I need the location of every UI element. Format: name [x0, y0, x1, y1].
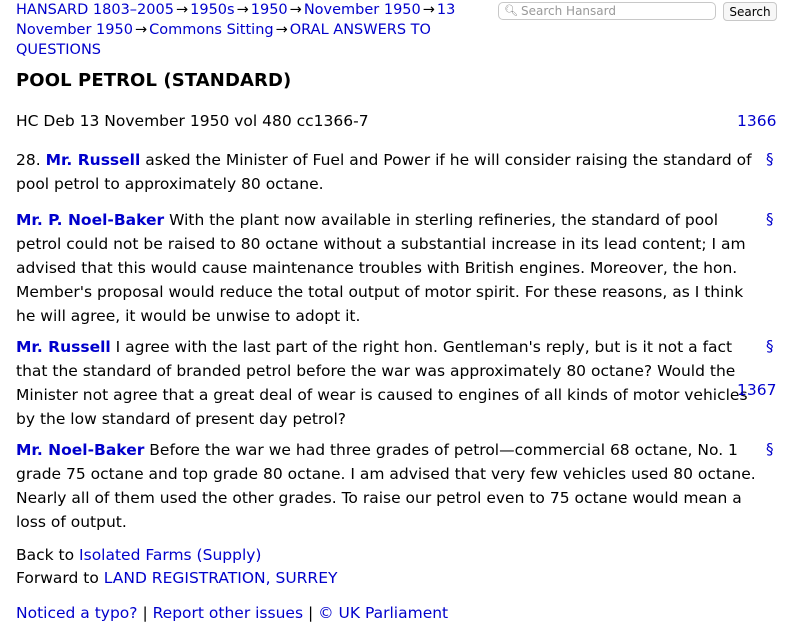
breadcrumb-day[interactable]: 13 November 1950 — [16, 2, 456, 38]
contribution-text: Before the war we had three grades of petrol—commercial 68 octane, No. 1 grade 75 octane and top grade 80 octane. I am advised that very few vehicles used 80 octane. Nearly all of them used the other grades. To raise our petrol even to 75 octane would mean a loss of output. — [16, 441, 756, 531]
breadcrumb-section[interactable]: ORAL ANSWERS TO QUESTIONS — [16, 22, 431, 58]
breadcrumb-month[interactable]: November 1950 — [303, 2, 421, 18]
speaker-link[interactable]: Mr. P. Noel-Baker — [16, 211, 165, 229]
report-issues-link[interactable]: Report other issues — [152, 604, 304, 622]
contribution — [16, 335, 761, 431]
section-link[interactable]: § — [766, 440, 774, 458]
speaker-link[interactable]: Mr. Russell — [45, 151, 141, 169]
footer-separator: | — [137, 604, 153, 622]
typo-link[interactable]: Noticed a typo? — [16, 604, 138, 622]
section-link[interactable]: § — [766, 150, 774, 168]
breadcrumb-separator: → — [275, 22, 288, 38]
breadcrumb-separator: → — [236, 2, 249, 18]
speaker-link[interactable]: Mr. Russell — [16, 338, 111, 356]
contribution-text: I agree with the last part of the right hon. Gentleman's reply, but is it not a fact that the standard of branded petrol before the war was approximately 80 octane? Would the Minister not agree that a great deal of wear is caused to engines of all kinds of motor vehicles by the low standard of present day petrol? — [16, 338, 748, 428]
breadcrumb — [16, 0, 466, 60]
contribution-text: With the plant now available in sterling refineries, the standard of pool petrol could not be raised to 80 octane without a substantial increase in its lead content; I am advised that this would cause maintenance troubles with British engines. Moreover, the hon. Member's proposal would reduce the total output of motor spirit. For these reasons, as I think he will agree, it would be unwise to adopt it. — [16, 211, 746, 325]
footer — [16, 604, 448, 622]
contribution — [16, 208, 761, 328]
contribution — [16, 148, 761, 196]
search-icon: 🔍︎ — [504, 4, 518, 17]
breadcrumb-separator: → — [422, 2, 435, 18]
breadcrumb-separator: → — [175, 2, 189, 18]
column-number-link[interactable]: 1366 — [737, 112, 777, 130]
contribution-text: asked the Minister of Fuel and Power if he will consider raising the standard of pool petrol to approximately 80 octane. — [16, 151, 752, 193]
section-navigation — [16, 544, 337, 590]
breadcrumb-hansard[interactable]: HANSARD 1803–2005 — [16, 2, 174, 18]
breadcrumb-decade[interactable]: 1950s — [190, 2, 235, 18]
forward-prefix: Forward to — [16, 569, 104, 587]
back-link[interactable]: Isolated Farms (Supply) — [79, 546, 262, 564]
page-title: POOL PETROL (STANDARD) — [16, 70, 292, 91]
search-button[interactable]: Search — [723, 2, 777, 21]
breadcrumb-separator: → — [134, 22, 148, 38]
forward-navigation — [16, 567, 337, 590]
contribution — [16, 438, 761, 534]
uk-parliament-link[interactable]: © UK Parliament — [318, 604, 449, 622]
forward-link[interactable]: LAND REGISTRATION, SURREY — [103, 569, 338, 587]
search-box — [498, 2, 716, 20]
breadcrumb-sitting[interactable]: Commons Sitting — [149, 22, 274, 38]
footer-separator: | — [303, 604, 319, 622]
breadcrumb-separator: → — [289, 2, 302, 18]
back-prefix: Back to — [16, 546, 80, 564]
back-navigation — [16, 544, 337, 567]
question-number: 28. — [16, 151, 46, 169]
breadcrumb-year[interactable]: 1950 — [250, 2, 288, 18]
speaker-link[interactable]: Mr. Noel-Baker — [16, 441, 145, 459]
section-link[interactable]: § — [766, 210, 774, 228]
section-link[interactable]: § — [766, 337, 774, 355]
debate-reference: HC Deb 13 November 1950 vol 480 cc1366-7 — [16, 112, 369, 130]
search-input[interactable] — [521, 3, 711, 19]
column-number-link[interactable]: 1367 — [737, 381, 777, 399]
